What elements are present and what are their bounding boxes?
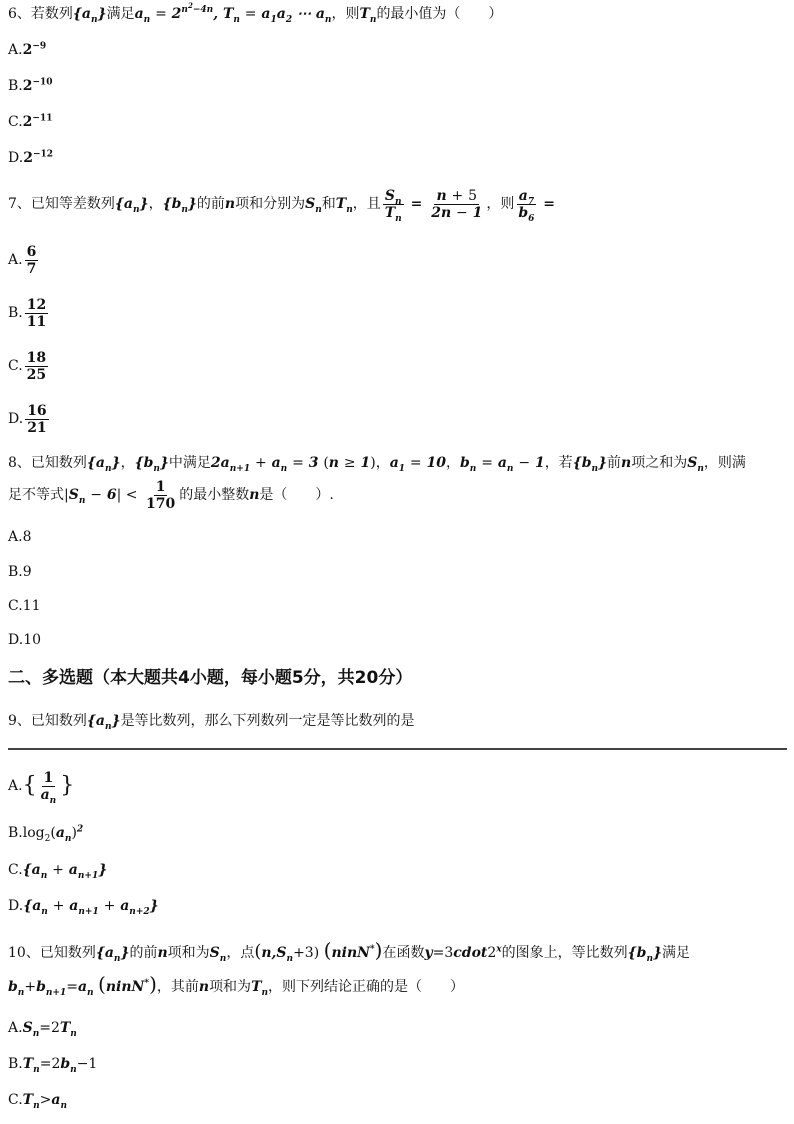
section-heading: 二、多选题（本大题共4小题，每小题5分，共20分） — [8, 668, 413, 688]
q10-l2-b: 项和为 — [209, 979, 252, 995]
q8-l2-b: 的最小整数 — [179, 487, 250, 503]
q10-l1-e: 在函数 — [382, 945, 425, 961]
q8-l1-d: ， — [375, 455, 390, 471]
q9-option-b[interactable]: $B.\log_2(a_n)^2$ — [8, 824, 84, 844]
option-text: 9 — [22, 564, 32, 580]
option-numerator: 6 — [26, 243, 37, 260]
q9-number: 9、 — [8, 713, 31, 729]
q7-stem-a: 已知等差数列 — [30, 196, 115, 212]
q7-formula-fraction: $\frac{n + 5}{2n - 1}$ — [431, 187, 483, 221]
q7-number: 7、 — [8, 196, 31, 212]
q8-l1-i: ，则满 — [703, 455, 746, 471]
q8-l1-h: 项之和为 — [631, 455, 688, 471]
option-numerator: 16 — [27, 402, 47, 419]
q9-stem-b: 是等比数列，那么下列数列一定是等比数列的是 — [120, 713, 415, 729]
q6-option-b[interactable]: $B.2^{-10}$ — [8, 77, 53, 94]
q6-stem-b: 满足 — [106, 6, 135, 22]
q7-stem-d: 项和分别为 — [235, 196, 306, 212]
q9-stem: 9、已知数列$\{a_n\}$是等比数列，那么下列数列一定是等比数列的是 — [8, 713, 415, 732]
q8-l1-g: 前 — [607, 455, 622, 471]
q7-ratio-fraction: $\frac{S_n}{T_n}$ — [384, 187, 402, 224]
q9-option-d[interactable]: $D.\{a_n + a_{n+1} + a_{n+2}\}$ — [8, 898, 159, 917]
option-text: 11 — [22, 598, 41, 614]
option-label: C. — [8, 358, 23, 374]
q8-option-a[interactable] — [8, 527, 31, 547]
option-label: B. — [8, 1056, 23, 1072]
q7-option-b[interactable] — [8, 293, 50, 333]
option-exponent: −11 — [32, 113, 53, 124]
q7-stem-f: ，且 — [352, 196, 381, 212]
q6-stem-a: 若数列 — [30, 6, 73, 22]
option-label: D. — [8, 150, 24, 166]
option-label: A. — [8, 42, 23, 58]
divider-line — [8, 748, 787, 750]
q8-stem-line2: 足不等式$|S_n - 6|$ < $\frac{1}{170}$ 的最小整数n是（ ）. — [8, 478, 334, 512]
q7-stem: 7、已知等差数列$\{a_n\}$，$\{b_n\}$的前n项和分别为$S_n$和$T_n$，且 $\frac{S_n}{T_n}$ = $\frac{n + 5}{2n - 1}$ ，则 $\frac{a_7}{b_6}$ = — [8, 187, 556, 224]
q10-stem-line1: 10、已知数列$\{a_n\}$的前n项和为$S_n$，点$(n,S_n+3)$ (ninN*)在函数$y=3cdot2^x$的图象上，等比数列$\{b_n\}$满足 — [8, 938, 691, 964]
q8-l1-e: ， — [446, 455, 460, 471]
option-denominator: 21 — [27, 419, 47, 436]
q8-l1-f: ，若 — [544, 455, 573, 471]
q8-stem-line1: 8、已知数列$\{a_n\}$，$\{b_n\}$中满足$2a_{n+1} + a_n = 3$ (n ≥ 1)，$a_1 = 10$，$b_n = a_n - 1$，若$\{b_n\}$前n项之和为$S_n$，则满 — [8, 455, 746, 474]
option-label: A. — [8, 252, 23, 268]
q10-l1-a: 已知数列 — [39, 945, 96, 961]
q10-stem-line2: $b_n+b_{n+1}=a_n$ (ninN*)，其前n项和为$T_n$，则下列结论正确的是（ ） — [8, 972, 465, 998]
q7-option-c[interactable] — [8, 346, 50, 386]
q7-stem-c: 的前 — [196, 196, 225, 212]
option-exponent: −12 — [32, 149, 54, 160]
q10-l1-c: 项和为 — [167, 945, 210, 961]
option-denominator: 7 — [26, 260, 37, 277]
q8-option-d[interactable] — [8, 630, 41, 650]
option-label: A. — [8, 1020, 23, 1036]
option-label: A. — [8, 529, 23, 545]
q6-stem: 6、若数列$\{a_n\}$满足$a_n = 2^{n^2-4n}$, $T_n = a_1a_2$ ⋯ $a_n$，则$T_n$的最小值为（ ） — [8, 1, 503, 25]
option-label: C. — [8, 114, 23, 130]
option-label: B. — [8, 825, 23, 841]
q9-option-a[interactable]: A.{ $\frac{1}{a_n}$ } — [8, 769, 75, 806]
q7-stem-g: ，则 — [486, 196, 515, 212]
q7-option-a[interactable] — [8, 240, 40, 280]
q10-l1-f: 的图象上，等比数列 — [501, 945, 628, 961]
q8-l2-c: 是（ ）. — [259, 487, 334, 503]
q10-l1-d: ，点 — [226, 945, 255, 961]
q10-l2-a: ，其前 — [156, 979, 199, 995]
option-label: A. — [8, 778, 23, 794]
q10-option-b[interactable]: $B.T_n=2b_n-1$ — [8, 1056, 98, 1075]
option-text: 10 — [23, 632, 42, 648]
q7-option-d[interactable] — [8, 399, 51, 439]
q6-option-a[interactable]: $A.2^{-9}$ — [8, 41, 47, 58]
option-label: B. — [8, 564, 23, 580]
q10-l2-c: ，则下列结论正确的是（ ） — [268, 979, 465, 995]
q10-option-c[interactable]: $C.T_n>a_n$ — [8, 1092, 67, 1111]
q10-l1-b: 的前 — [129, 945, 158, 961]
q8-l1-b: ， — [120, 455, 135, 471]
option-label: C. — [8, 862, 23, 878]
option-numerator: 12 — [26, 296, 47, 313]
option-label: C. — [8, 1092, 23, 1108]
q6-stem-d: 的最小值为（ ） — [376, 6, 503, 22]
q8-inequality-fraction: $\frac{1}{170}$ — [145, 478, 176, 512]
q7-target-fraction: $\frac{a_7}{b_6}$ — [518, 187, 535, 224]
option-text: 8 — [22, 529, 32, 545]
q10-l1-g: 满足 — [662, 945, 691, 961]
q8-l1-c: 中满足 — [168, 455, 211, 471]
q10-number: 10、 — [8, 945, 40, 961]
q9-option-c[interactable]: $C.\{a_n + a_{n+1}\}$ — [8, 862, 108, 881]
q8-number: 8、 — [8, 455, 31, 471]
q10-option-a[interactable]: $A.S_n=2T_n$ — [8, 1020, 77, 1039]
q6-option-d[interactable]: $D.2^{-12}$ — [8, 149, 54, 166]
option-denominator: 11 — [26, 313, 47, 330]
q8-l2-a: 足不等式 — [8, 487, 64, 503]
option-denominator: 25 — [26, 366, 47, 383]
option-exponent: −9 — [32, 41, 47, 52]
option-numerator: 18 — [26, 349, 47, 366]
option-label: D. — [8, 898, 24, 914]
q8-option-b[interactable] — [8, 562, 32, 582]
q6-stem-c: ，则 — [331, 6, 360, 22]
q8-option-c[interactable] — [8, 596, 41, 616]
q9-stem-a: 已知数列 — [30, 713, 87, 729]
option-exponent: −10 — [32, 77, 53, 88]
option-label: D. — [8, 411, 24, 427]
option-label: B. — [8, 78, 23, 94]
q6-number: 6、 — [8, 6, 31, 22]
q7-stem-e: 和 — [321, 196, 336, 212]
q6-option-c[interactable]: $C.2^{-11}$ — [8, 113, 53, 130]
option-label: D. — [8, 632, 24, 648]
option-label: B. — [8, 305, 23, 321]
q8-l1-a: 已知数列 — [30, 455, 87, 471]
q7-stem-b: ， — [148, 196, 163, 212]
option-label: C. — [8, 598, 23, 614]
